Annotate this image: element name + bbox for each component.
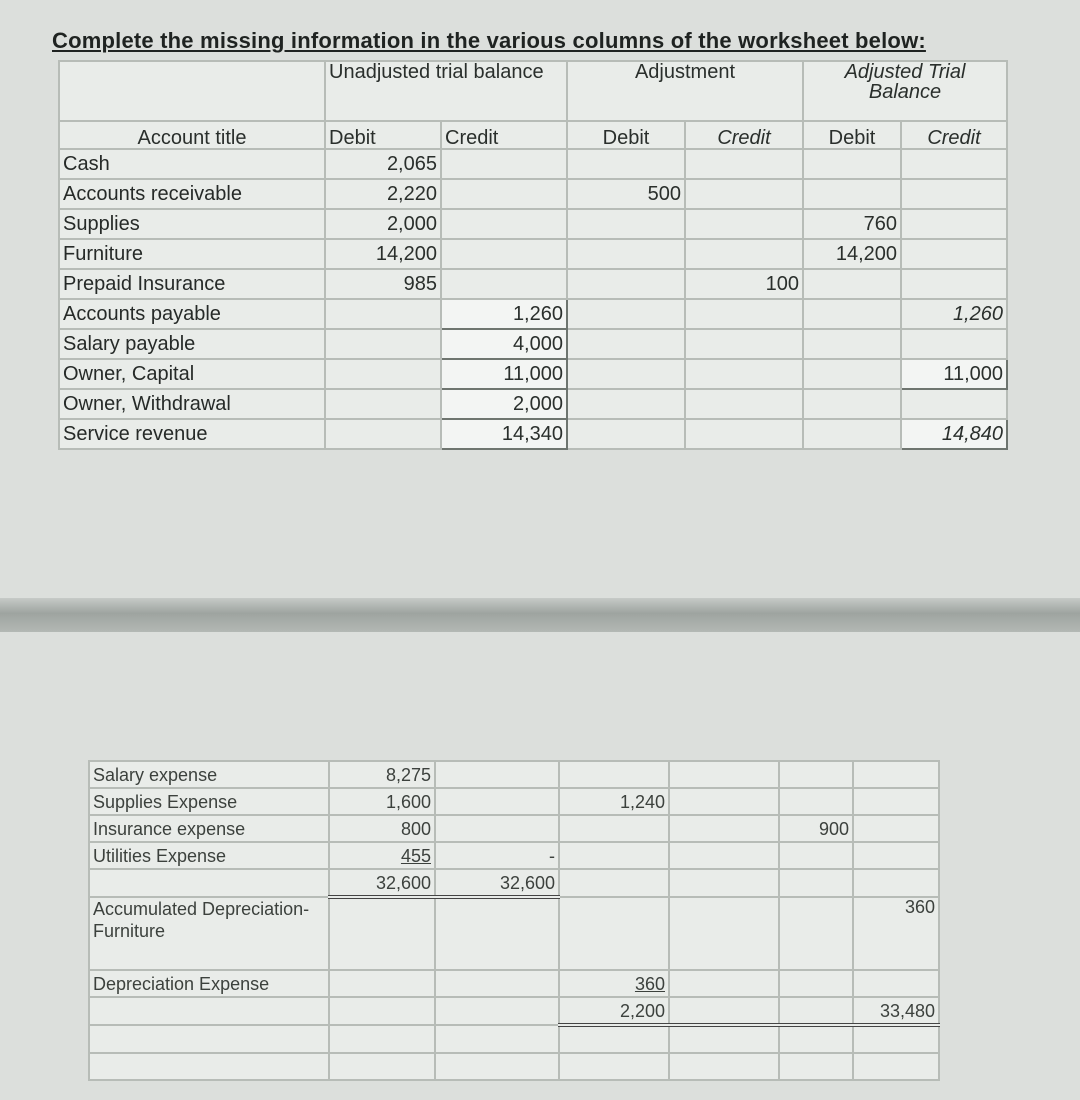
atb-credit-cell[interactable] (853, 788, 939, 815)
account-title: Salary expense (89, 761, 329, 788)
adj-debit-cell[interactable] (567, 149, 685, 179)
atb-credit-cell[interactable] (901, 389, 1007, 419)
table-row (59, 209, 1007, 239)
adj-credit-cell[interactable] (669, 970, 779, 997)
atb-debit-cell[interactable] (803, 179, 901, 209)
header-atb-credit: Credit (901, 121, 1007, 149)
adj-debit-cell[interactable] (559, 897, 669, 970)
account-title: Cash (59, 149, 325, 179)
account-title: Insurance expense (89, 815, 329, 842)
adj-debit-total[interactable]: 2,200 (559, 997, 669, 1025)
atb-credit-cell[interactable]: 14,840 (901, 419, 1007, 449)
ut-credit-cell[interactable] (441, 149, 567, 179)
table-row (89, 970, 939, 997)
table-row (89, 761, 939, 788)
adj-credit-cell[interactable] (685, 359, 803, 389)
adj-credit-cell[interactable] (685, 299, 803, 329)
adj-debit-cell[interactable] (559, 815, 669, 842)
ut-credit-cell[interactable] (435, 761, 559, 788)
table-row (89, 869, 939, 897)
ut-credit-cell[interactable]: 1,260 (441, 299, 567, 329)
adj-debit-cell[interactable] (567, 299, 685, 329)
account-title: Furniture (59, 239, 325, 269)
header-adj-credit: Credit (685, 121, 803, 149)
adj-credit-cell[interactable]: 100 (685, 269, 803, 299)
table-row (89, 788, 939, 815)
ut-debit-cell[interactable]: 8,275 (329, 761, 435, 788)
table-row (89, 997, 939, 1025)
ut-debit-cell[interactable]: 455 (329, 842, 435, 869)
atb-credit-cell[interactable] (901, 179, 1007, 209)
table-row (59, 149, 1007, 179)
atb-debit-cell[interactable] (803, 329, 901, 359)
atb-credit-cell[interactable] (901, 149, 1007, 179)
atb-debit-cell[interactable]: 760 (803, 209, 901, 239)
account-title: Accounts receivable (59, 179, 325, 209)
adj-credit-cell[interactable] (669, 1053, 779, 1080)
table-row (89, 897, 939, 970)
ut-debit-cell[interactable]: 2,000 (325, 209, 441, 239)
adj-debit-cell[interactable] (567, 419, 685, 449)
ut-credit-cell[interactable] (435, 1053, 559, 1080)
adj-debit-cell[interactable]: 500 (567, 179, 685, 209)
header-adjustment: Adjustment (567, 61, 803, 121)
adj-credit-cell[interactable] (685, 149, 803, 179)
table-row (59, 269, 1007, 299)
atb-credit-cell[interactable]: 11,000 (901, 359, 1007, 389)
atb-debit-cell[interactable] (803, 149, 901, 179)
table-row (59, 329, 1007, 359)
table-row (89, 815, 939, 842)
adj-debit-cell[interactable] (567, 329, 685, 359)
header-account-title: Account title (59, 121, 325, 149)
adj-credit-cell[interactable] (669, 815, 779, 842)
ut-credit-cell[interactable] (441, 239, 567, 269)
adj-debit-cell[interactable] (559, 761, 669, 788)
account-title: Utilities Expense (89, 842, 329, 869)
adj-debit-cell[interactable] (559, 1025, 669, 1053)
worksheet-instruction: Complete the missing information in the various columns of the worksheet below: (52, 28, 926, 53)
atb-debit-cell[interactable] (803, 389, 901, 419)
ut-credit-cell[interactable]: 2,000 (441, 389, 567, 419)
header-unadjusted-trial-balance: Unadjusted trial balance (325, 61, 567, 121)
atb-credit-cell[interactable] (853, 1053, 939, 1080)
adj-debit-cell[interactable] (559, 842, 669, 869)
table-row (89, 1053, 939, 1080)
adj-debit-cell[interactable] (567, 359, 685, 389)
ut-debit-total[interactable]: 32,600 (329, 869, 435, 897)
account-title: Owner, Withdrawal (59, 389, 325, 419)
table-row (89, 842, 939, 869)
header-ut-credit: Credit (441, 121, 567, 149)
atb-debit-cell[interactable] (803, 269, 901, 299)
ut-credit-cell[interactable] (435, 1025, 559, 1053)
atb-credit-cell[interactable]: 360 (853, 897, 939, 970)
ut-credit-cell[interactable] (435, 897, 559, 970)
atb-debit-cell[interactable]: 14,200 (803, 239, 901, 269)
atb-credit-cell[interactable] (853, 869, 939, 897)
atb-debit-cell[interactable] (779, 869, 853, 897)
account-title: Prepaid Insurance (59, 269, 325, 299)
ut-credit-cell[interactable] (435, 970, 559, 997)
adj-credit-cell[interactable] (669, 869, 779, 897)
atb-debit-cell[interactable] (779, 970, 853, 997)
adj-credit-cell[interactable] (669, 788, 779, 815)
atb-debit-cell[interactable] (779, 761, 853, 788)
atb-credit-cell[interactable] (901, 209, 1007, 239)
ut-debit-cell[interactable] (325, 419, 441, 449)
account-title: Supplies Expense (89, 788, 329, 815)
ut-credit-cell[interactable]: 4,000 (441, 329, 567, 359)
header-blank-cell (59, 61, 325, 121)
ut-credit-cell[interactable]: 11,000 (441, 359, 567, 389)
account-title: Service revenue (59, 419, 325, 449)
table-row (59, 419, 1007, 449)
adj-credit-cell[interactable] (669, 761, 779, 788)
ut-debit-cell[interactable]: 2,065 (325, 149, 441, 179)
ut-debit-cell[interactable] (325, 299, 441, 329)
ut-debit-cell[interactable] (329, 1053, 435, 1080)
ut-credit-cell[interactable] (441, 179, 567, 209)
ut-credit-cell[interactable] (441, 209, 567, 239)
atb-debit-cell[interactable] (779, 1025, 853, 1053)
atb-debit-cell[interactable] (803, 359, 901, 389)
ut-debit-cell[interactable] (325, 389, 441, 419)
account-title: Accumulated Depreciation-Furniture (89, 897, 329, 970)
adj-debit-cell[interactable] (567, 389, 685, 419)
header-ut-debit: Debit (325, 121, 441, 149)
worksheet-top-table (58, 60, 1008, 450)
adj-credit-cell[interactable] (669, 1025, 779, 1053)
atb-credit-cell[interactable]: 1,260 (901, 299, 1007, 329)
atb-debit-total[interactable] (779, 997, 853, 1025)
account-title: Salary payable (59, 329, 325, 359)
adj-credit-cell[interactable] (685, 419, 803, 449)
ut-debit-cell[interactable] (325, 329, 441, 359)
ut-debit-cell[interactable] (329, 970, 435, 997)
adj-debit-cell[interactable] (559, 1053, 669, 1080)
account-title: Accounts payable (59, 299, 325, 329)
ut-debit-cell[interactable]: 800 (329, 815, 435, 842)
header-adj-debit: Debit (567, 121, 685, 149)
ut-credit-cell[interactable] (435, 815, 559, 842)
table-row (59, 239, 1007, 269)
adj-debit-cell[interactable]: 360 (559, 970, 669, 997)
adj-credit-cell[interactable] (685, 389, 803, 419)
ut-credit-cell[interactable] (435, 788, 559, 815)
table-row (59, 359, 1007, 389)
account-title (89, 1053, 329, 1080)
ut-credit-cell[interactable]: - (435, 842, 559, 869)
atb-debit-cell[interactable] (779, 788, 853, 815)
atb-debit-cell[interactable]: 900 (779, 815, 853, 842)
adj-debit-cell[interactable] (567, 269, 685, 299)
worksheet-bottom-table (88, 760, 940, 1081)
account-title (89, 997, 329, 1025)
atb-debit-cell[interactable] (779, 842, 853, 869)
ut-credit-total[interactable]: 32,600 (435, 869, 559, 897)
account-title: Depreciation Expense (89, 970, 329, 997)
header-adjusted-trial-balance: Adjusted Trial Balance (803, 61, 1007, 121)
atb-credit-total[interactable]: 33,480 (853, 997, 939, 1025)
atb-debit-cell[interactable] (779, 897, 853, 970)
ut-credit-cell[interactable] (435, 997, 559, 1025)
table-row (59, 179, 1007, 209)
account-title: Supplies (59, 209, 325, 239)
adj-credit-total[interactable] (669, 997, 779, 1025)
account-title (89, 1025, 329, 1053)
atb-credit-cell[interactable] (853, 815, 939, 842)
adj-debit-cell[interactable]: 1,240 (559, 788, 669, 815)
account-title (89, 869, 329, 897)
ut-debit-cell[interactable]: 2,220 (325, 179, 441, 209)
atb-credit-cell[interactable] (901, 239, 1007, 269)
ut-debit-cell[interactable] (329, 997, 435, 1025)
table-row (59, 389, 1007, 419)
adj-credit-cell[interactable] (669, 897, 779, 970)
account-title: Owner, Capital (59, 359, 325, 389)
adj-credit-cell[interactable] (685, 179, 803, 209)
atb-credit-cell[interactable] (901, 329, 1007, 359)
ut-debit-cell[interactable] (325, 359, 441, 389)
adj-credit-cell[interactable] (669, 842, 779, 869)
adj-credit-cell[interactable] (685, 239, 803, 269)
adj-debit-cell[interactable] (567, 239, 685, 269)
ut-debit-cell[interactable] (329, 897, 435, 970)
ut-debit-cell[interactable]: 14,200 (325, 239, 441, 269)
header-atb-debit: Debit (803, 121, 901, 149)
atb-credit-cell[interactable] (901, 269, 1007, 299)
adj-credit-cell[interactable] (685, 209, 803, 239)
atb-debit-cell[interactable] (803, 299, 901, 329)
atb-debit-cell[interactable] (779, 1053, 853, 1080)
adj-debit-cell[interactable] (567, 209, 685, 239)
adj-debit-cell[interactable] (559, 869, 669, 897)
atb-credit-cell[interactable] (853, 842, 939, 869)
ut-debit-cell[interactable]: 985 (325, 269, 441, 299)
atb-debit-cell[interactable] (803, 419, 901, 449)
table-row (89, 1025, 939, 1053)
ut-credit-cell[interactable]: 14,340 (441, 419, 567, 449)
atb-credit-cell[interactable] (853, 1025, 939, 1053)
page-divider (0, 598, 1080, 632)
adj-credit-cell[interactable] (685, 329, 803, 359)
atb-credit-cell[interactable] (853, 761, 939, 788)
ut-debit-cell[interactable] (329, 1025, 435, 1053)
atb-credit-cell[interactable] (853, 970, 939, 997)
ut-debit-cell[interactable]: 1,600 (329, 788, 435, 815)
table-row (59, 299, 1007, 329)
ut-credit-cell[interactable] (441, 269, 567, 299)
